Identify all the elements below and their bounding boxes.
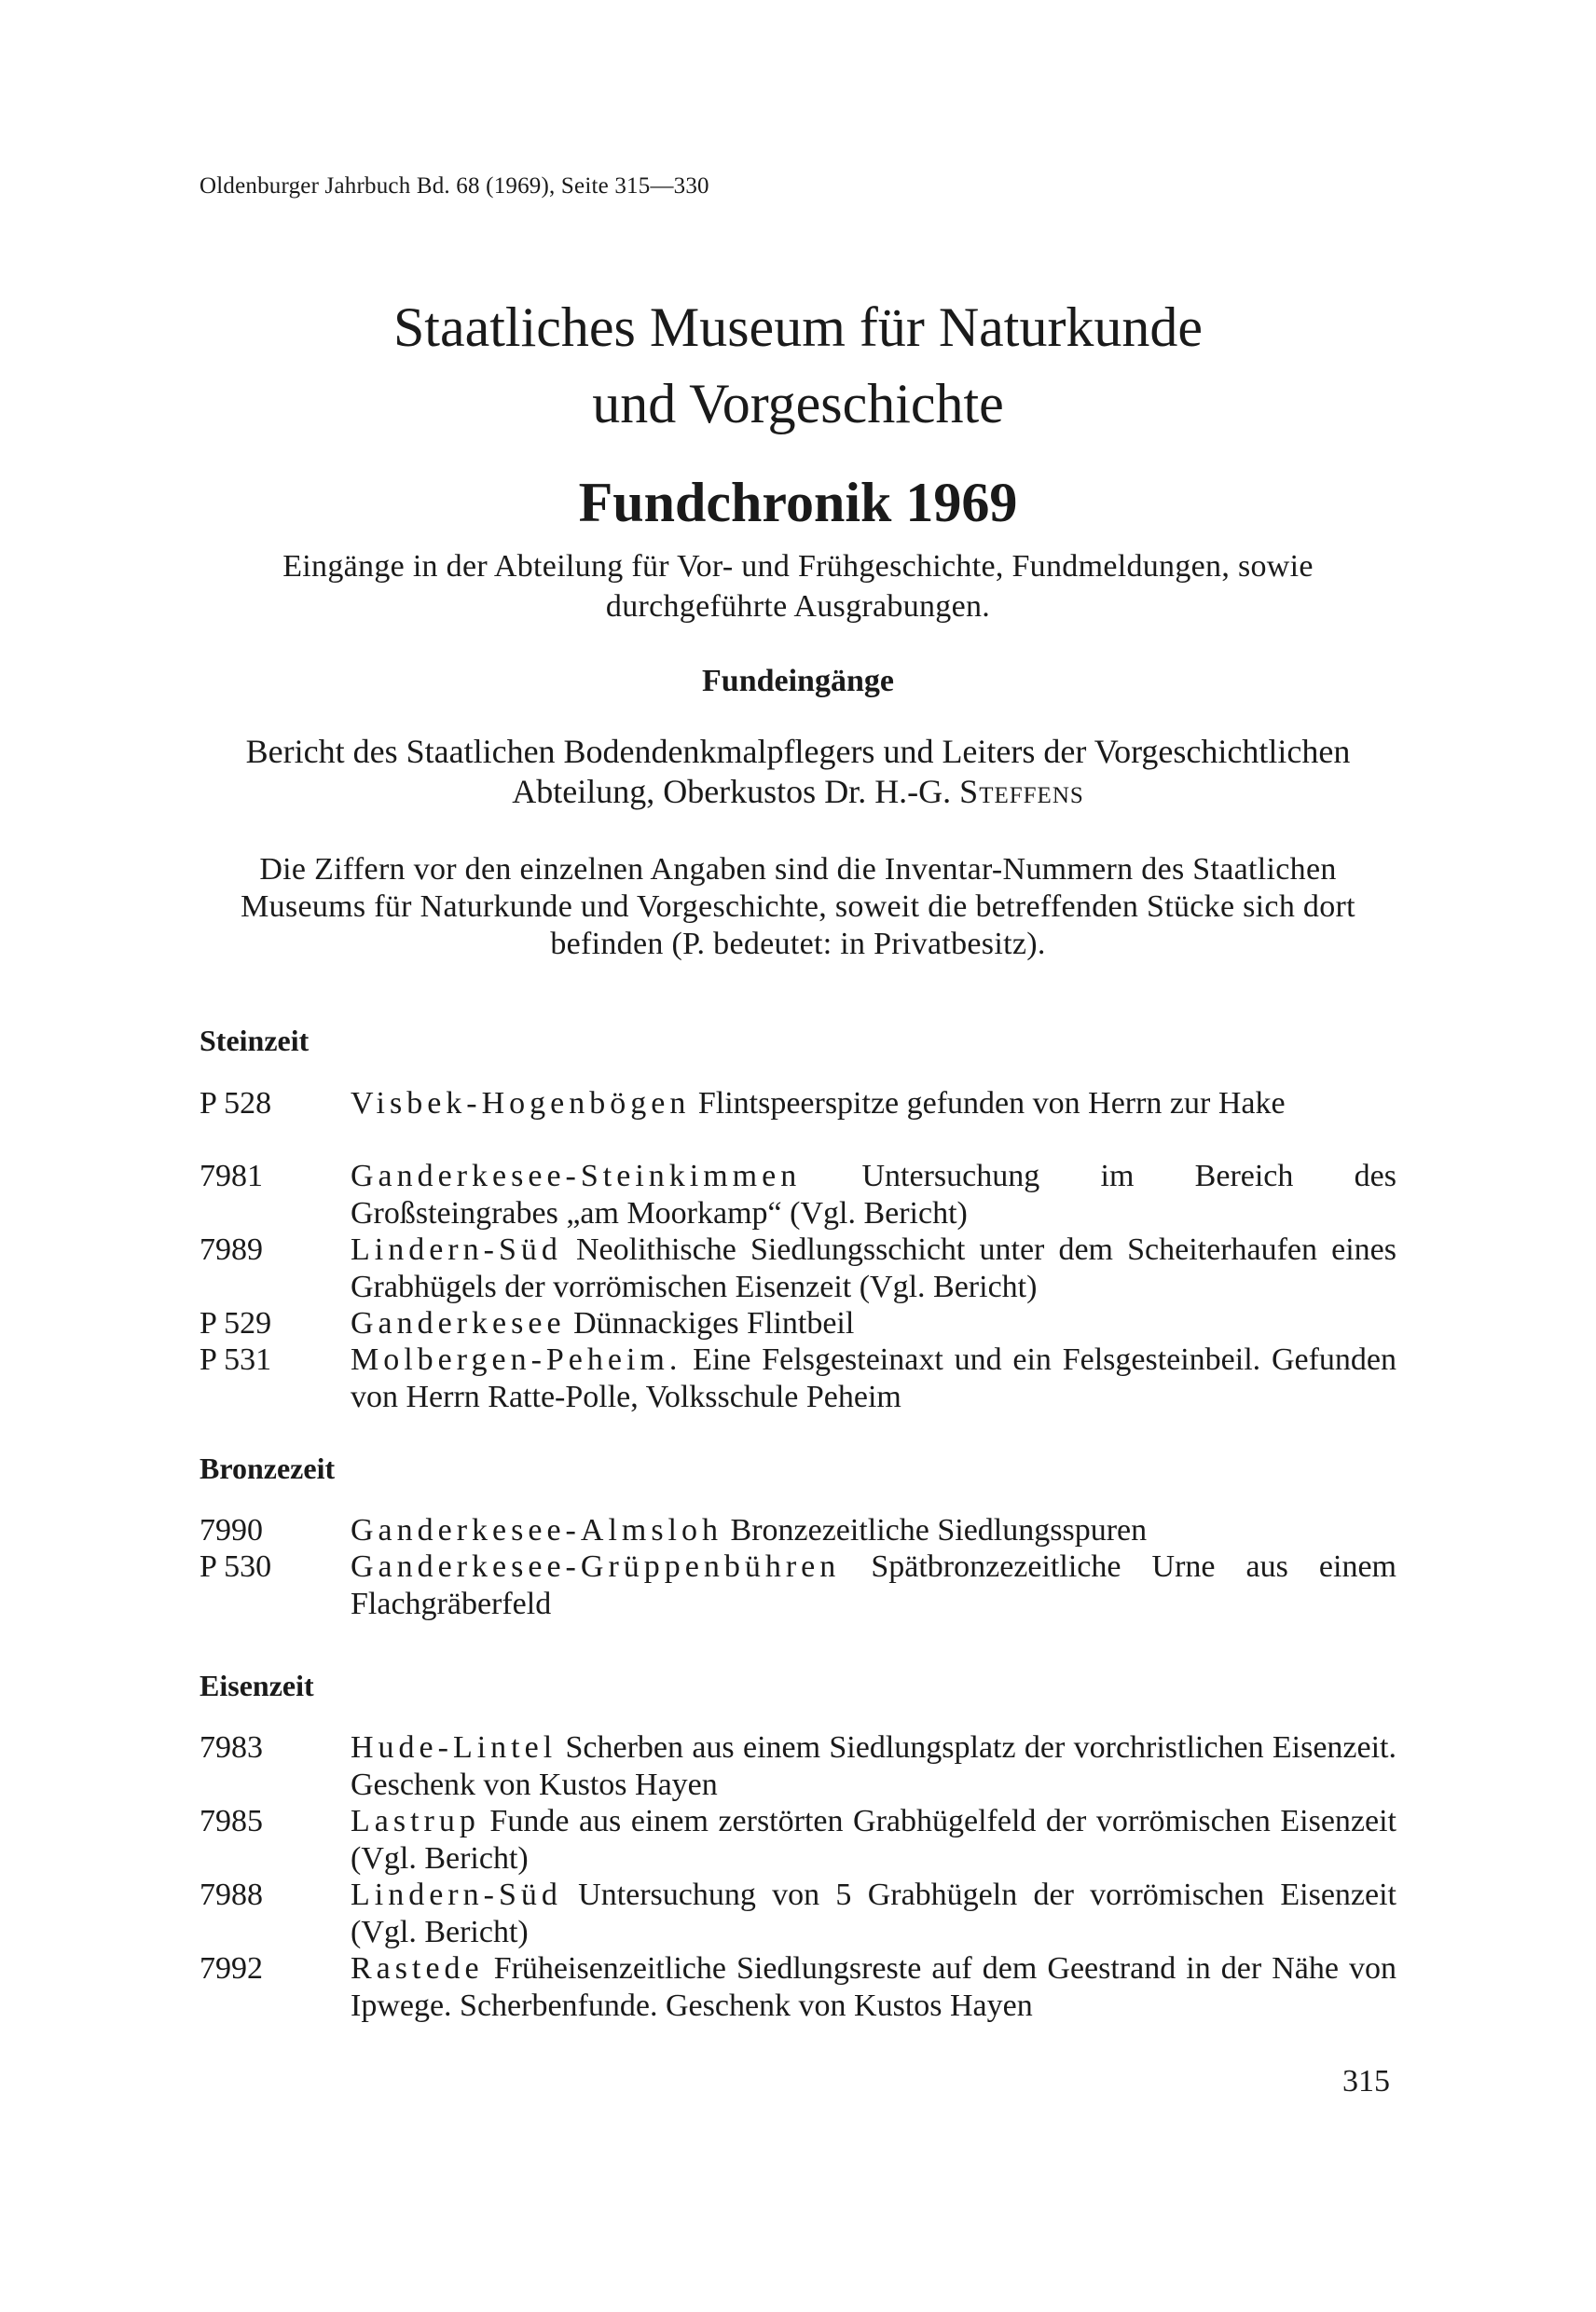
subtitle: Eingänge in der Abteilung für Vor- und Frühgeschichte, Fundmeldungen, sowie durchgeführte Ausgrabungen. [282, 549, 1314, 624]
find-description: Eine Felsgesteinaxt und ein Felsgesteinbeil. Gefunden von Herrn Ratte-Polle, Volksschule Peheim [351, 1342, 1397, 1414]
find-place: Lindern-Süd [351, 1232, 562, 1267]
inventory-number: 7990 [200, 1513, 263, 1548]
find-place: Ganderkesee-Almsloh [351, 1513, 723, 1548]
find-description: Neolithische Siedlungsschicht unter dem Scheiterhaufen eines Grabhügels der vorrömischen Eisenzeit (Vgl. Bericht) [351, 1232, 1396, 1304]
bericht-author-name: Steffens [959, 773, 1084, 810]
section-heading-bronzezeit: Bronzezeit [200, 1452, 336, 1485]
find-description: Spätbronzezeitliche Urne aus einem Flachgräberfeld [351, 1549, 1397, 1621]
list-item [200, 1342, 1396, 1416]
section-heading-steinzeit: Steinzeit [200, 1024, 310, 1057]
find-place: Hude-Lintel [351, 1730, 557, 1765]
list-item [200, 1085, 1396, 1122]
inventory-number: 7988 [200, 1878, 263, 1912]
article-title-line-2: und Vorgeschichte [592, 373, 1004, 434]
find-description: Dünnackiges Flintbeil [573, 1306, 855, 1341]
find-place: Molbergen-Peheim. [351, 1342, 682, 1377]
list-item [200, 1512, 1396, 1549]
find-place: Rastede [351, 1951, 484, 1986]
find-place: Lastrup [351, 1804, 480, 1838]
find-description: Funde aus einem zerstörten Grabhügelfeld der vorrömischen Eisenzeit (Vgl. Bericht) [351, 1804, 1396, 1876]
inventory-number: P 528 [200, 1086, 272, 1121]
inventory-number: 7989 [200, 1232, 263, 1267]
fundeingaenge-heading: Fundeingänge [702, 664, 894, 698]
inventory-number: 7981 [200, 1159, 263, 1193]
list-item [200, 1803, 1396, 1878]
inventory-number: P 529 [200, 1306, 272, 1341]
find-description: Früheisenzeitliche Siedlungsreste auf dem Geestrand in der Nähe von Ipwege. Scherbenfunde. Geschenk von Kustos Hayen [351, 1951, 1397, 2023]
list-item [200, 1729, 1396, 1804]
find-place: Visbek-Hogenbögen [351, 1086, 691, 1121]
find-description: Bronzezeitliche Siedlungsspuren [730, 1513, 1148, 1548]
list-item [200, 1305, 1396, 1342]
inventory-number: 7983 [200, 1730, 263, 1765]
find-description: Untersuchung von 5 Grabhügeln der vorrömischen Eisenzeit (Vgl. Bericht) [351, 1878, 1397, 1949]
ziffern-paragraph: Die Ziffern vor den einzelnen Angaben sind die Inventar-Nummern des Staatlichen Museums für Naturkunde und Vorgeschichte, soweit die betreffenden Stücke sich dort befinden (P. bedeutet: in Privatbesitz). [241, 852, 1355, 961]
find-place: Ganderkesee [351, 1306, 566, 1341]
find-description: Flintspeerspitze gefunden von Herrn zur Hake [697, 1086, 1286, 1121]
journal-header: Oldenburger Jahrbuch Bd. 68 (1969), Seite 315—330 [200, 173, 709, 199]
article-title [0, 289, 1596, 442]
list-item [200, 1232, 1396, 1306]
bericht-paragraph [200, 732, 1396, 812]
find-place: Ganderkesee-Grüppenbühren [351, 1549, 841, 1584]
bericht-text: Bericht des Staatlichen Bodendenkmalpflegers und Leiters der Vorgeschichtlichen Abteilung, Oberkustos Dr. H.-G. [245, 733, 1351, 810]
find-description: Untersuchung im Bereich des Großsteingrabes „am Moorkamp“ (Vgl. Bericht) [351, 1159, 1397, 1231]
inventory-number: P 530 [200, 1549, 272, 1584]
find-place: Lindern-Süd [351, 1878, 562, 1912]
article-title-line-1: Staatliches Museum für Naturkunde [392, 296, 1204, 358]
section-heading-eisenzeit: Eisenzeit [200, 1669, 314, 1702]
page-number: 315 [1342, 2064, 1390, 2099]
inventory-number: 7992 [200, 1951, 263, 1986]
list-item [200, 1158, 1396, 1232]
list-item [200, 1548, 1396, 1623]
list-item [200, 1877, 1396, 1951]
inventory-number: 7985 [200, 1804, 263, 1838]
inventory-number: P 531 [200, 1342, 272, 1377]
find-description: Scherben aus einem Siedlungsplatz der vorchristlichen Eisenzeit. Geschenk von Kustos Hayen [351, 1730, 1396, 1802]
chronik-title: Fundchronik 1969 [578, 472, 1018, 533]
list-item [200, 1950, 1396, 2025]
find-place: Ganderkesee-Steinkimmen [351, 1159, 802, 1193]
